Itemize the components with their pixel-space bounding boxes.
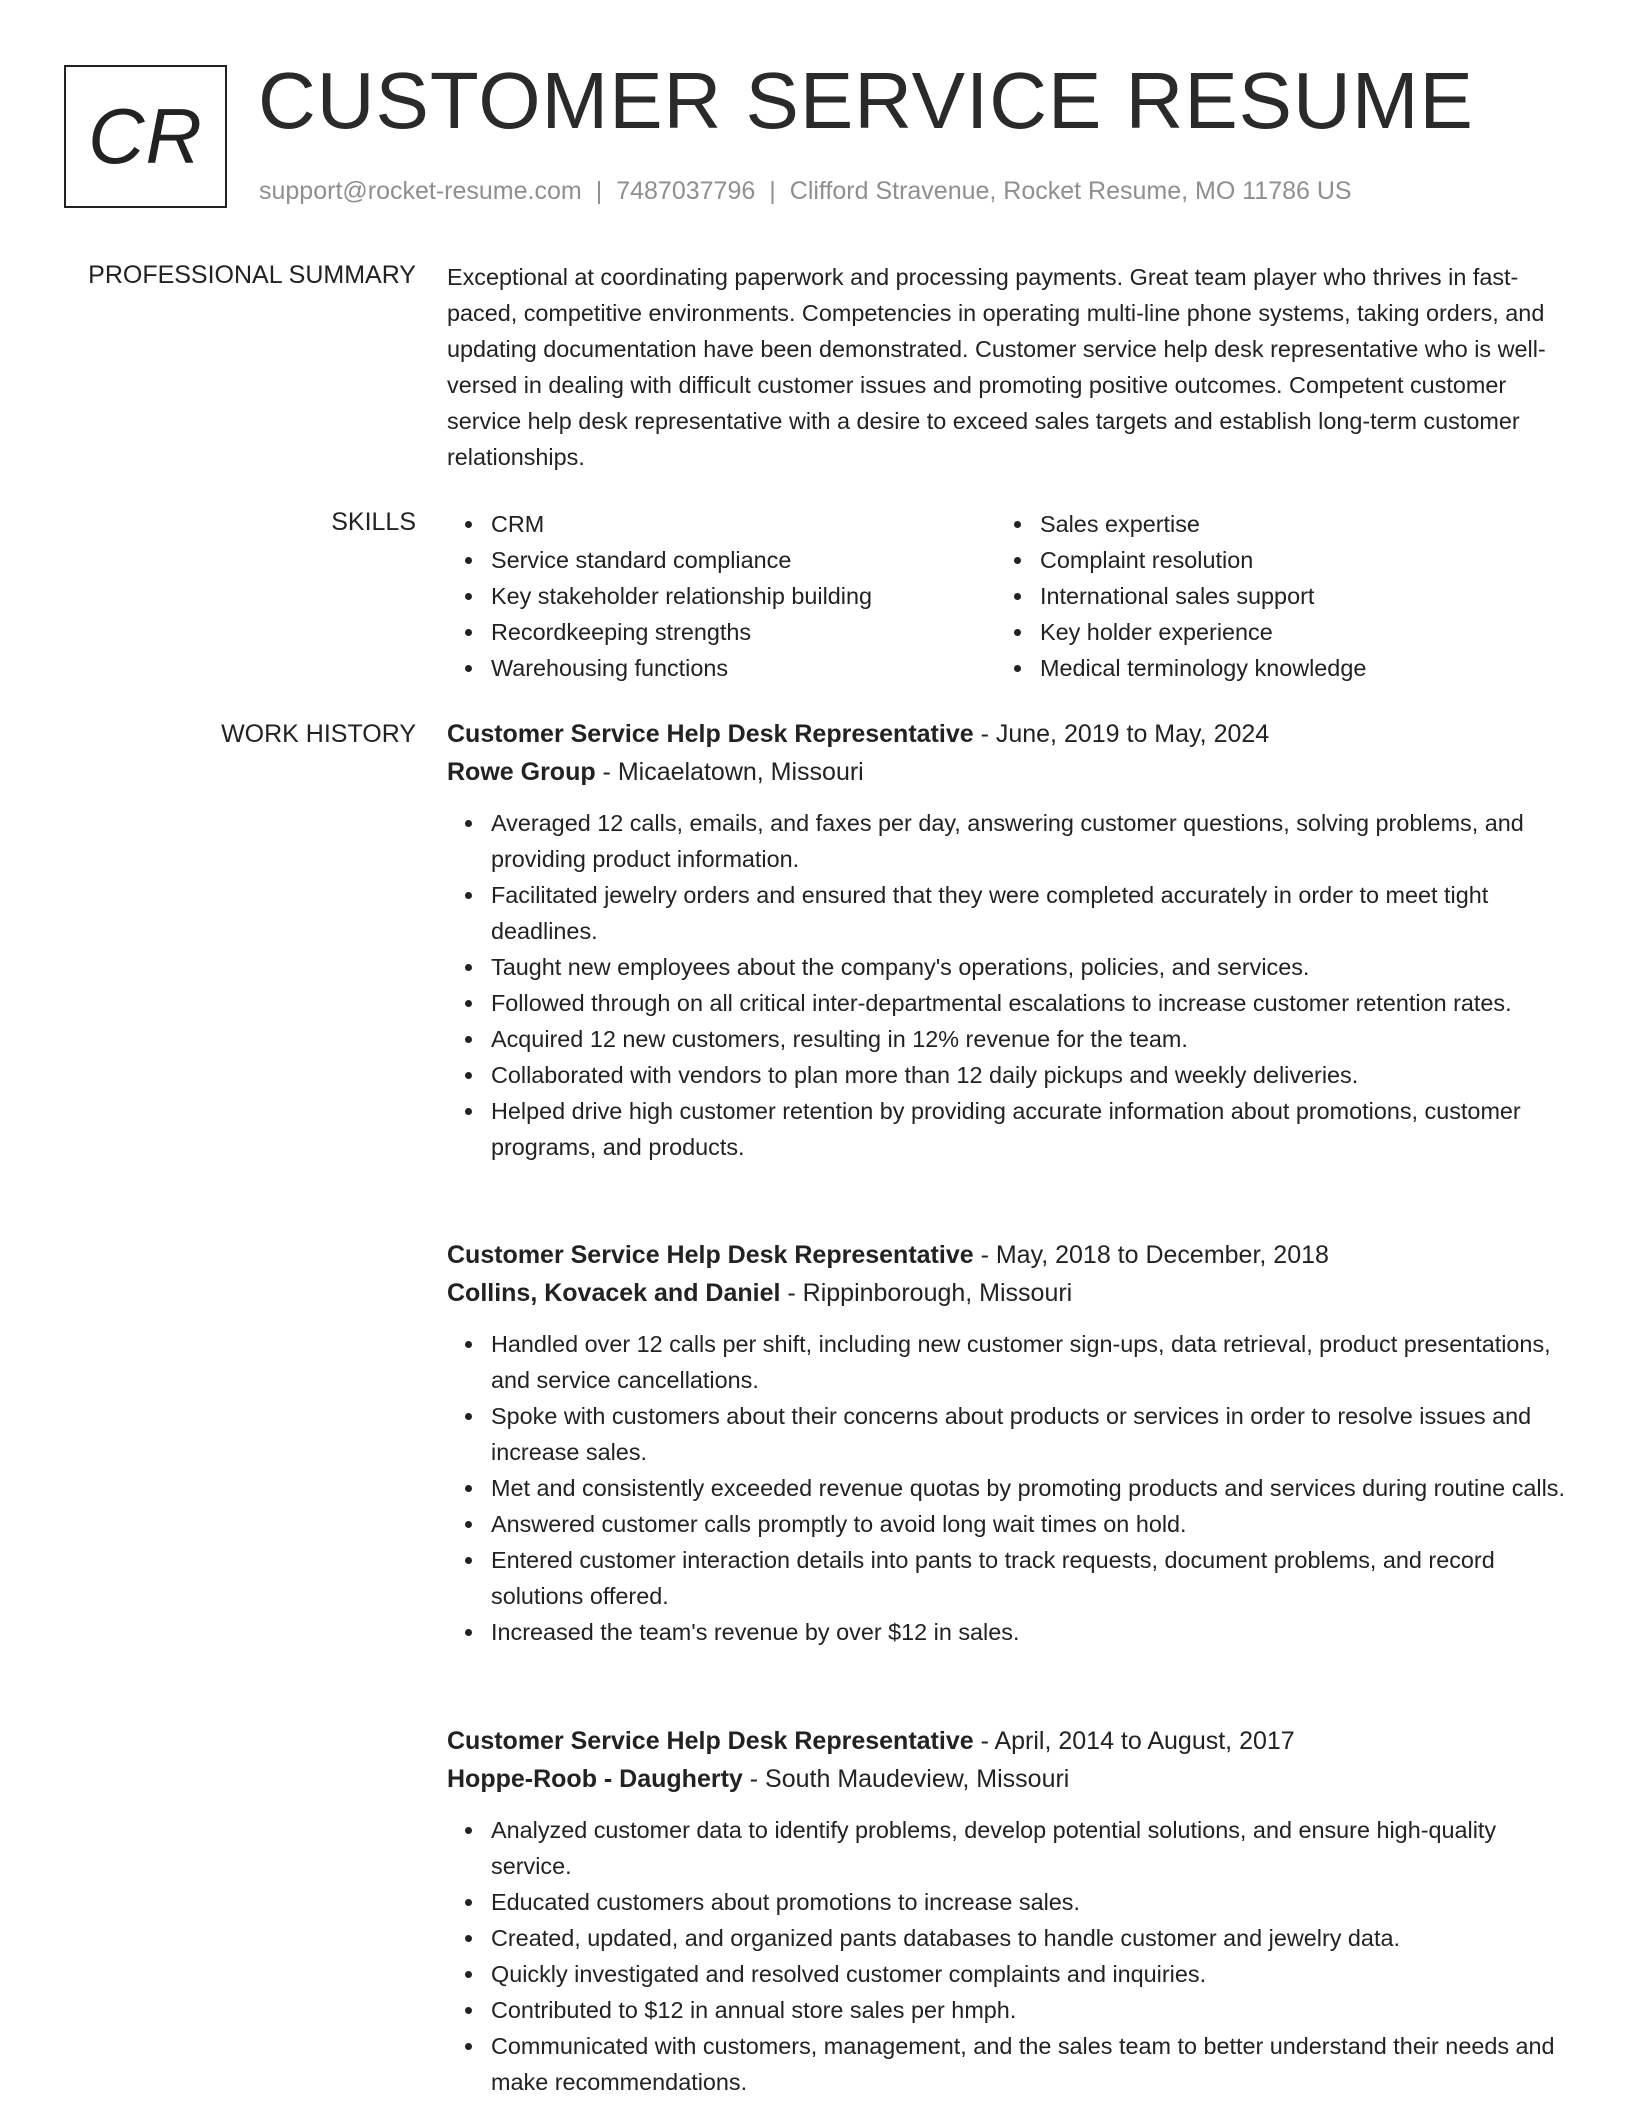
job-bullets (447, 805, 1567, 1165)
job-company-line (447, 1274, 1567, 1312)
monogram-logo: CR (64, 65, 227, 208)
job-bullets (447, 1812, 1567, 2100)
job-bullet: Met and consistently exceeded revenue quotas by promoting products and services during routine calls. (491, 1470, 1567, 1506)
skill-item: CRM (491, 506, 996, 542)
job-company: Hoppe-Roob - Daugherty (447, 1765, 743, 1793)
page-title: CUSTOMER SERVICE RESUME (258, 56, 1474, 145)
job-title-line (447, 715, 1567, 753)
section-label-skills: SKILLS (331, 508, 416, 536)
job-title-line (447, 1722, 1567, 1760)
job-location: - South Maudeview, Missouri (742, 1765, 1070, 1793)
section-label-work-history: WORK HISTORY (221, 720, 416, 748)
job-bullet: Increased the team's revenue by over $12 in sales. (491, 1614, 1567, 1650)
skill-item: Service standard compliance (491, 542, 996, 578)
job-bullet: Acquired 12 new customers, resulting in 12% revenue for the team. (491, 1021, 1567, 1057)
contact-address: Clifford Stravenue, Rocket Resume, MO 11786 US (789, 177, 1352, 205)
job-title-line (447, 1236, 1567, 1274)
job-title: Customer Service Help Desk Representative (447, 1241, 974, 1269)
job-bullet: Analyzed customer data to identify problems, develop potential solutions, and ensure high-quality service. (491, 1812, 1567, 1884)
skill-item: International sales support (1040, 578, 1545, 614)
job-bullet: Collaborated with vendors to plan more than 12 daily pickups and weekly deliveries. (491, 1057, 1567, 1093)
job-bullet: Handled over 12 calls per shift, including new customer sign-ups, data retrieval, product presentations, and service cancellations. (491, 1326, 1567, 1398)
contact-separator: | (769, 177, 776, 205)
job-company: Rowe Group (447, 758, 596, 786)
summary-text: Exceptional at coordinating paperwork and processing payments. Great team player who thrives in fast-paced, competitive environments. Competencies in operating multi-line phone systems, taking orders, and updating documentation have been demonstrated. Customer service help desk representative who is well-versed in dealing with difficult customer issues and promoting positive outcomes. Competent customer service help desk representative with a desire to exceed sales targets and establish long-term customer relationships. (447, 264, 1546, 470)
skills-column-left (447, 506, 996, 686)
job-bullet: Contributed to $12 in annual store sales per hmph. (491, 1992, 1567, 2028)
contact-line (259, 174, 1352, 208)
job-bullet: Averaged 12 calls, emails, and faxes per day, answering customer questions, solving problems, and providing product information. (491, 805, 1567, 877)
skill-item: Recordkeeping strengths (491, 614, 996, 650)
job-entry (447, 1236, 1567, 1650)
job-title: Customer Service Help Desk Representative (447, 720, 974, 748)
skill-item: Complaint resolution (1040, 542, 1545, 578)
contact-separator: | (595, 177, 603, 205)
job-bullet: Entered customer interaction details into pants to track requests, document problems, and record solutions offered. (491, 1542, 1567, 1614)
skill-item: Key stakeholder relationship building (491, 578, 996, 614)
job-dates: - May, 2018 to December, 2018 (973, 1241, 1329, 1269)
job-company-line (447, 753, 1567, 791)
skill-item: Sales expertise (1040, 506, 1545, 542)
skill-item: Medical terminology knowledge (1040, 650, 1545, 686)
contact-phone: 7487037796 (616, 177, 756, 205)
job-bullet: Created, updated, and organized pants databases to handle customer and jewelry data. (491, 1920, 1567, 1956)
skill-item: Warehousing functions (491, 650, 996, 686)
job-entry (447, 1722, 1567, 2100)
job-bullet: Helped drive high customer retention by providing accurate information about promotions, customer programs, and products. (491, 1093, 1567, 1165)
job-location: - Micaelatown, Missouri (595, 758, 864, 786)
job-title: Customer Service Help Desk Representative (447, 1727, 974, 1755)
job-bullet: Followed through on all critical inter-departmental escalations to increase customer retention rates. (491, 985, 1567, 1021)
job-location: - Rippinborough, Missouri (780, 1279, 1073, 1307)
job-company: Collins, Kovacek and Daniel (447, 1279, 781, 1307)
skills-column-right (996, 506, 1545, 686)
skill-item: Key holder experience (1040, 614, 1545, 650)
job-dates: - April, 2014 to August, 2017 (973, 1727, 1295, 1755)
job-bullet: Educated customers about promotions to increase sales. (491, 1884, 1567, 1920)
contact-email: support@rocket-resume.com (259, 177, 582, 205)
job-bullets (447, 1326, 1567, 1650)
job-entry (447, 715, 1567, 1165)
skills-list (447, 506, 1567, 686)
job-dates: - June, 2019 to May, 2024 (973, 720, 1270, 748)
job-bullet: Taught new employees about the company's operations, policies, and services. (491, 949, 1567, 985)
job-bullet: Spoke with customers about their concerns about products or services in order to resolve issues and increase sales. (491, 1398, 1567, 1470)
job-bullet: Communicated with customers, management, and the sales team to better understand their needs and make recommendations. (491, 2028, 1567, 2100)
job-bullet: Quickly investigated and resolved customer complaints and inquiries. (491, 1956, 1567, 1992)
section-label-summary: PROFESSIONAL SUMMARY (88, 261, 416, 289)
job-company-line (447, 1760, 1567, 1798)
job-bullet: Answered customer calls promptly to avoid long wait times on hold. (491, 1506, 1567, 1542)
job-bullet: Facilitated jewelry orders and ensured that they were completed accurately in order to meet tight deadlines. (491, 877, 1567, 949)
